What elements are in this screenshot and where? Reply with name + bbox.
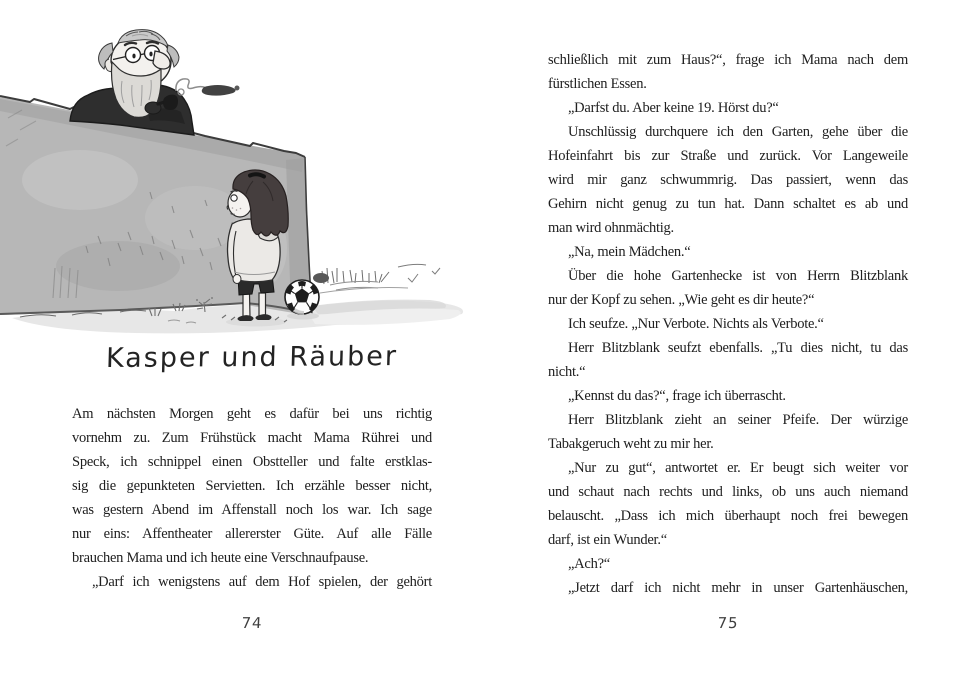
text-line: „Jetzt darf ich nicht mehr in unser Gartenhäuschen, — [568, 580, 908, 596]
text-line: vornehm zu. Zum Frühstück macht Mama Rührei und — [72, 430, 432, 446]
chapter-illustration — [0, 0, 490, 345]
text-line: Herr Blitzblank zieht an seiner Pfeife. Der würzige — [568, 412, 908, 428]
text-line: Tabakgeruch weht zu mir her. — [548, 436, 714, 452]
text-line: nur der Kopf zu sehen. „Wie geht es dir heute?“ — [548, 292, 815, 308]
text-line: nur eins: Affentheater allererster Güte. Auf alle Fälle — [72, 526, 432, 542]
text-line: nicht.“ — [548, 364, 586, 380]
chapter-title: Kasper und Räuber — [105, 340, 399, 375]
text-line: „Na, mein Mädchen.“ — [568, 244, 691, 260]
text-line: Unschlüssig durchquere ich den Garten, gehe über die — [568, 124, 908, 140]
text-line: brauchen Mama und ich heute eine Verschnaufpause. — [72, 550, 369, 566]
text-line: schließlich mit zum Haus?“, frage ich Mama nach dem — [548, 52, 908, 68]
left-page-text — [72, 402, 432, 594]
old-man-with-pipe-icon — [70, 30, 240, 135]
text-line: man wird ohnmächtig. — [548, 220, 674, 236]
text-line: Hofeinfahrt bis zur Straße und zurück. Vor Langeweile — [548, 148, 908, 164]
grass-hatch-right-icon — [313, 264, 440, 293]
page-number-left: 74 — [240, 614, 264, 632]
text-line: Ich seufze. „Nur Verbote. Nichts als Verbote.“ — [568, 316, 824, 332]
text-line: „Darfst du. Aber keine 19. Hörst du?“ — [568, 100, 779, 116]
text-line: „Kennst du das?“, frage ich überrascht. — [568, 388, 786, 404]
headband-icon — [250, 174, 264, 176]
text-line: sig die gepunkteten Servietten. Ich erzähle besser nicht, — [72, 478, 432, 494]
pipe-smoke-icon — [176, 79, 240, 96]
text-line: „Darf ich wenigstens auf dem Hof spielen, der gehört — [92, 574, 432, 590]
page-number-right: 75 — [716, 614, 740, 632]
text-line: was gestern Abend im Affenstall noch los war. Ich sage — [72, 502, 432, 518]
text-line: Am nächsten Morgen geht es dafür bei uns richtig — [72, 406, 432, 422]
text-line: „Ach?“ — [568, 556, 610, 572]
text-line: Über die hohe Gartenhecke ist von Herrn Blitzblank — [568, 268, 908, 284]
text-line: wird mir ganz schwummrig. Das passiert, wenn das — [548, 172, 908, 188]
text-line: „Nur zu gut“, antwortet er. Er beugt sich weiter vor — [568, 460, 908, 476]
right-page-text — [548, 48, 908, 600]
text-line: fürstlichen Essen. — [548, 76, 647, 92]
text-line: darf, ist ein Wunder.“ — [548, 532, 667, 548]
text-line: belauscht. „Dass ich mich überhaupt noch frei bewegen — [548, 508, 908, 524]
text-line: Herr Blitzblank seufzt ebenfalls. „Tu dies nicht, tu das — [568, 340, 908, 356]
text-line: Gehirn nicht genug zu tun hat. Dann schaltet es ab und — [548, 196, 908, 212]
text-line: und schaut nach rechts und links, ob uns auch niemand — [548, 484, 908, 500]
text-line: Speck, ich schnippel einen Obstteller und falte erstklas- — [72, 454, 432, 470]
